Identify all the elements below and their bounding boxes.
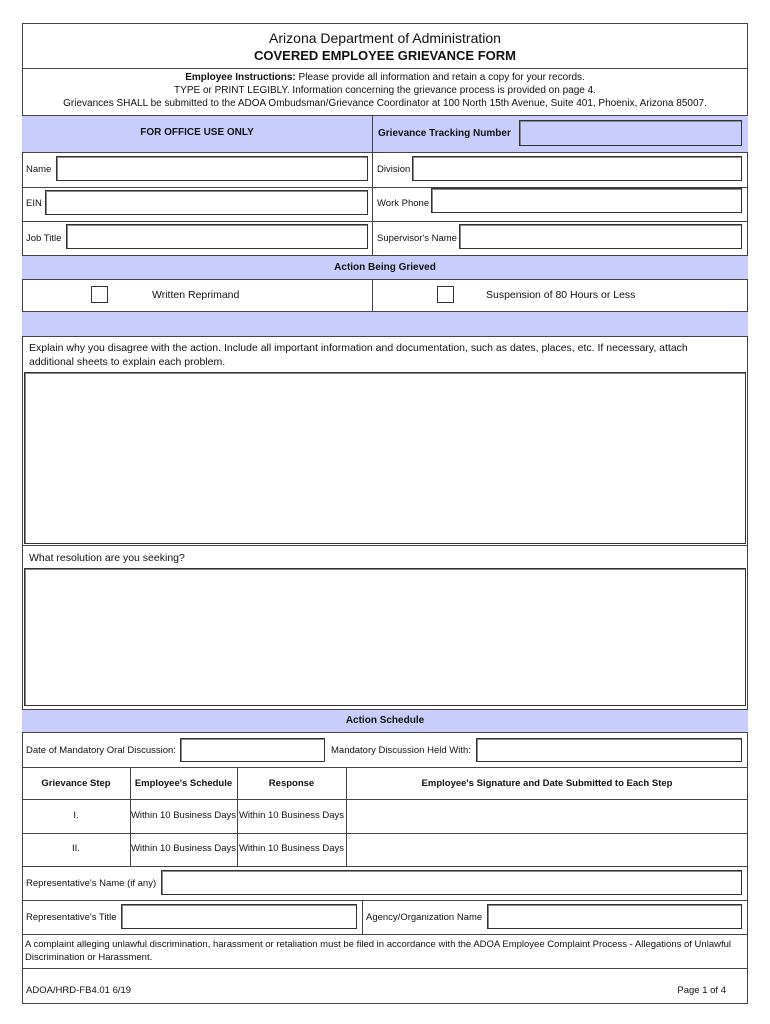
rep-name-label: Representative's Name (if any) [26, 878, 157, 889]
division-input[interactable] [412, 156, 742, 181]
col-response: Response [268, 778, 315, 789]
rep-name-input[interactable] [161, 870, 742, 895]
explain-textarea[interactable] [24, 372, 746, 544]
instructions-lead: Employee Instructions: [185, 72, 296, 83]
row2-signature-cell[interactable] [347, 834, 747, 865]
division-label: Division [377, 164, 411, 175]
row1-signature-cell[interactable] [347, 800, 747, 832]
job-title-label: Job Title [26, 233, 62, 244]
instructions-text1: Please provide all information and retain a copy for your records. [298, 72, 585, 83]
tracking-number-input[interactable] [519, 120, 742, 146]
oral-discussion-input[interactable] [180, 738, 325, 762]
form-title: COVERED EMPLOYEE GRIEVANCE FORM [254, 48, 516, 63]
supervisor-label: Supervisor's Name [377, 233, 457, 244]
written-reprimand-checkbox[interactable] [91, 286, 108, 303]
suspension-checkbox[interactable] [437, 286, 454, 303]
supervisor-input[interactable] [459, 224, 742, 249]
row2-schedule: Within 10 Business Days [130, 843, 237, 854]
name-label: Name [26, 164, 52, 175]
col-grievance-step: Grievance Step [41, 778, 111, 789]
resolution-prompt: What resolution are you seeking? [29, 552, 185, 564]
explain-prompt: Explain why you disagree with the action. Include all important information and documentation, such as dates, places, etc. If necessary, attach additional sheets to explain each problem. [29, 342, 688, 368]
resolution-textarea[interactable] [24, 568, 746, 706]
row1-response: Within 10 Business Days [238, 810, 345, 821]
office-use-label: FOR OFFICE USE ONLY [140, 127, 254, 138]
action-grieved-heading: Action Being Grieved [334, 262, 436, 273]
work-phone-label: Work Phone [377, 198, 430, 209]
oral-discussion-label: Date of Mandatory Oral Discussion: [26, 745, 176, 756]
col-employee-schedule: Employee's Schedule [134, 778, 233, 789]
row2-response: Within 10 Business Days [238, 843, 345, 854]
rep-title-input[interactable] [121, 904, 357, 929]
suspension-label: Suspension of 80 Hours or Less [486, 289, 636, 301]
row1-schedule: Within 10 Business Days [130, 810, 237, 821]
tracking-number-label: Grievance Tracking Number [378, 128, 511, 139]
agency-title: Arizona Department of Administration [269, 30, 501, 46]
discrimination-notice: A complaint alleging unlawful discrimination, harassment or retaliation must be filed in accordance with the ADOA Employee Complaint Process - Allegations of Unlawful Discrimination or Harassment. [25, 939, 731, 963]
instructions-line2: TYPE or PRINT LEGIBLY. Information concerning the grievance process is provided on page 4. [174, 85, 596, 96]
section-divider-band [22, 311, 748, 337]
col-signature: Employee's Signature and Date Submitted to Each Step [421, 778, 673, 789]
name-input[interactable] [56, 156, 368, 181]
row2-step: II. [72, 843, 80, 854]
job-title-input[interactable] [66, 224, 368, 249]
ein-label: EIN [26, 198, 42, 209]
instructions-line3: Grievances SHALL be submitted to the ADOA Ombudsman/Grievance Coordinator at 100 North 15th Avenue, Suite 401, Phoenix, Arizona 85007. [63, 98, 707, 109]
agency-name-label: Agency/Organization Name [366, 912, 483, 923]
rep-title-label: Representative's Title [26, 912, 117, 923]
held-with-label: Mandatory Discussion Held With: [331, 745, 471, 756]
form-id: ADOA/HRD-FB4.01 6/19 [26, 985, 132, 996]
written-reprimand-label: Written Reprimand [152, 289, 240, 301]
instructions-line1 [22, 72, 748, 83]
ein-input[interactable] [45, 190, 368, 215]
held-with-input[interactable] [476, 738, 742, 762]
work-phone-input[interactable] [431, 188, 742, 213]
action-schedule-heading: Action Schedule [345, 715, 425, 726]
row1-step: I. [73, 810, 79, 821]
page-number: Page 1 of 4 [677, 985, 726, 996]
agency-name-input[interactable] [487, 904, 742, 929]
